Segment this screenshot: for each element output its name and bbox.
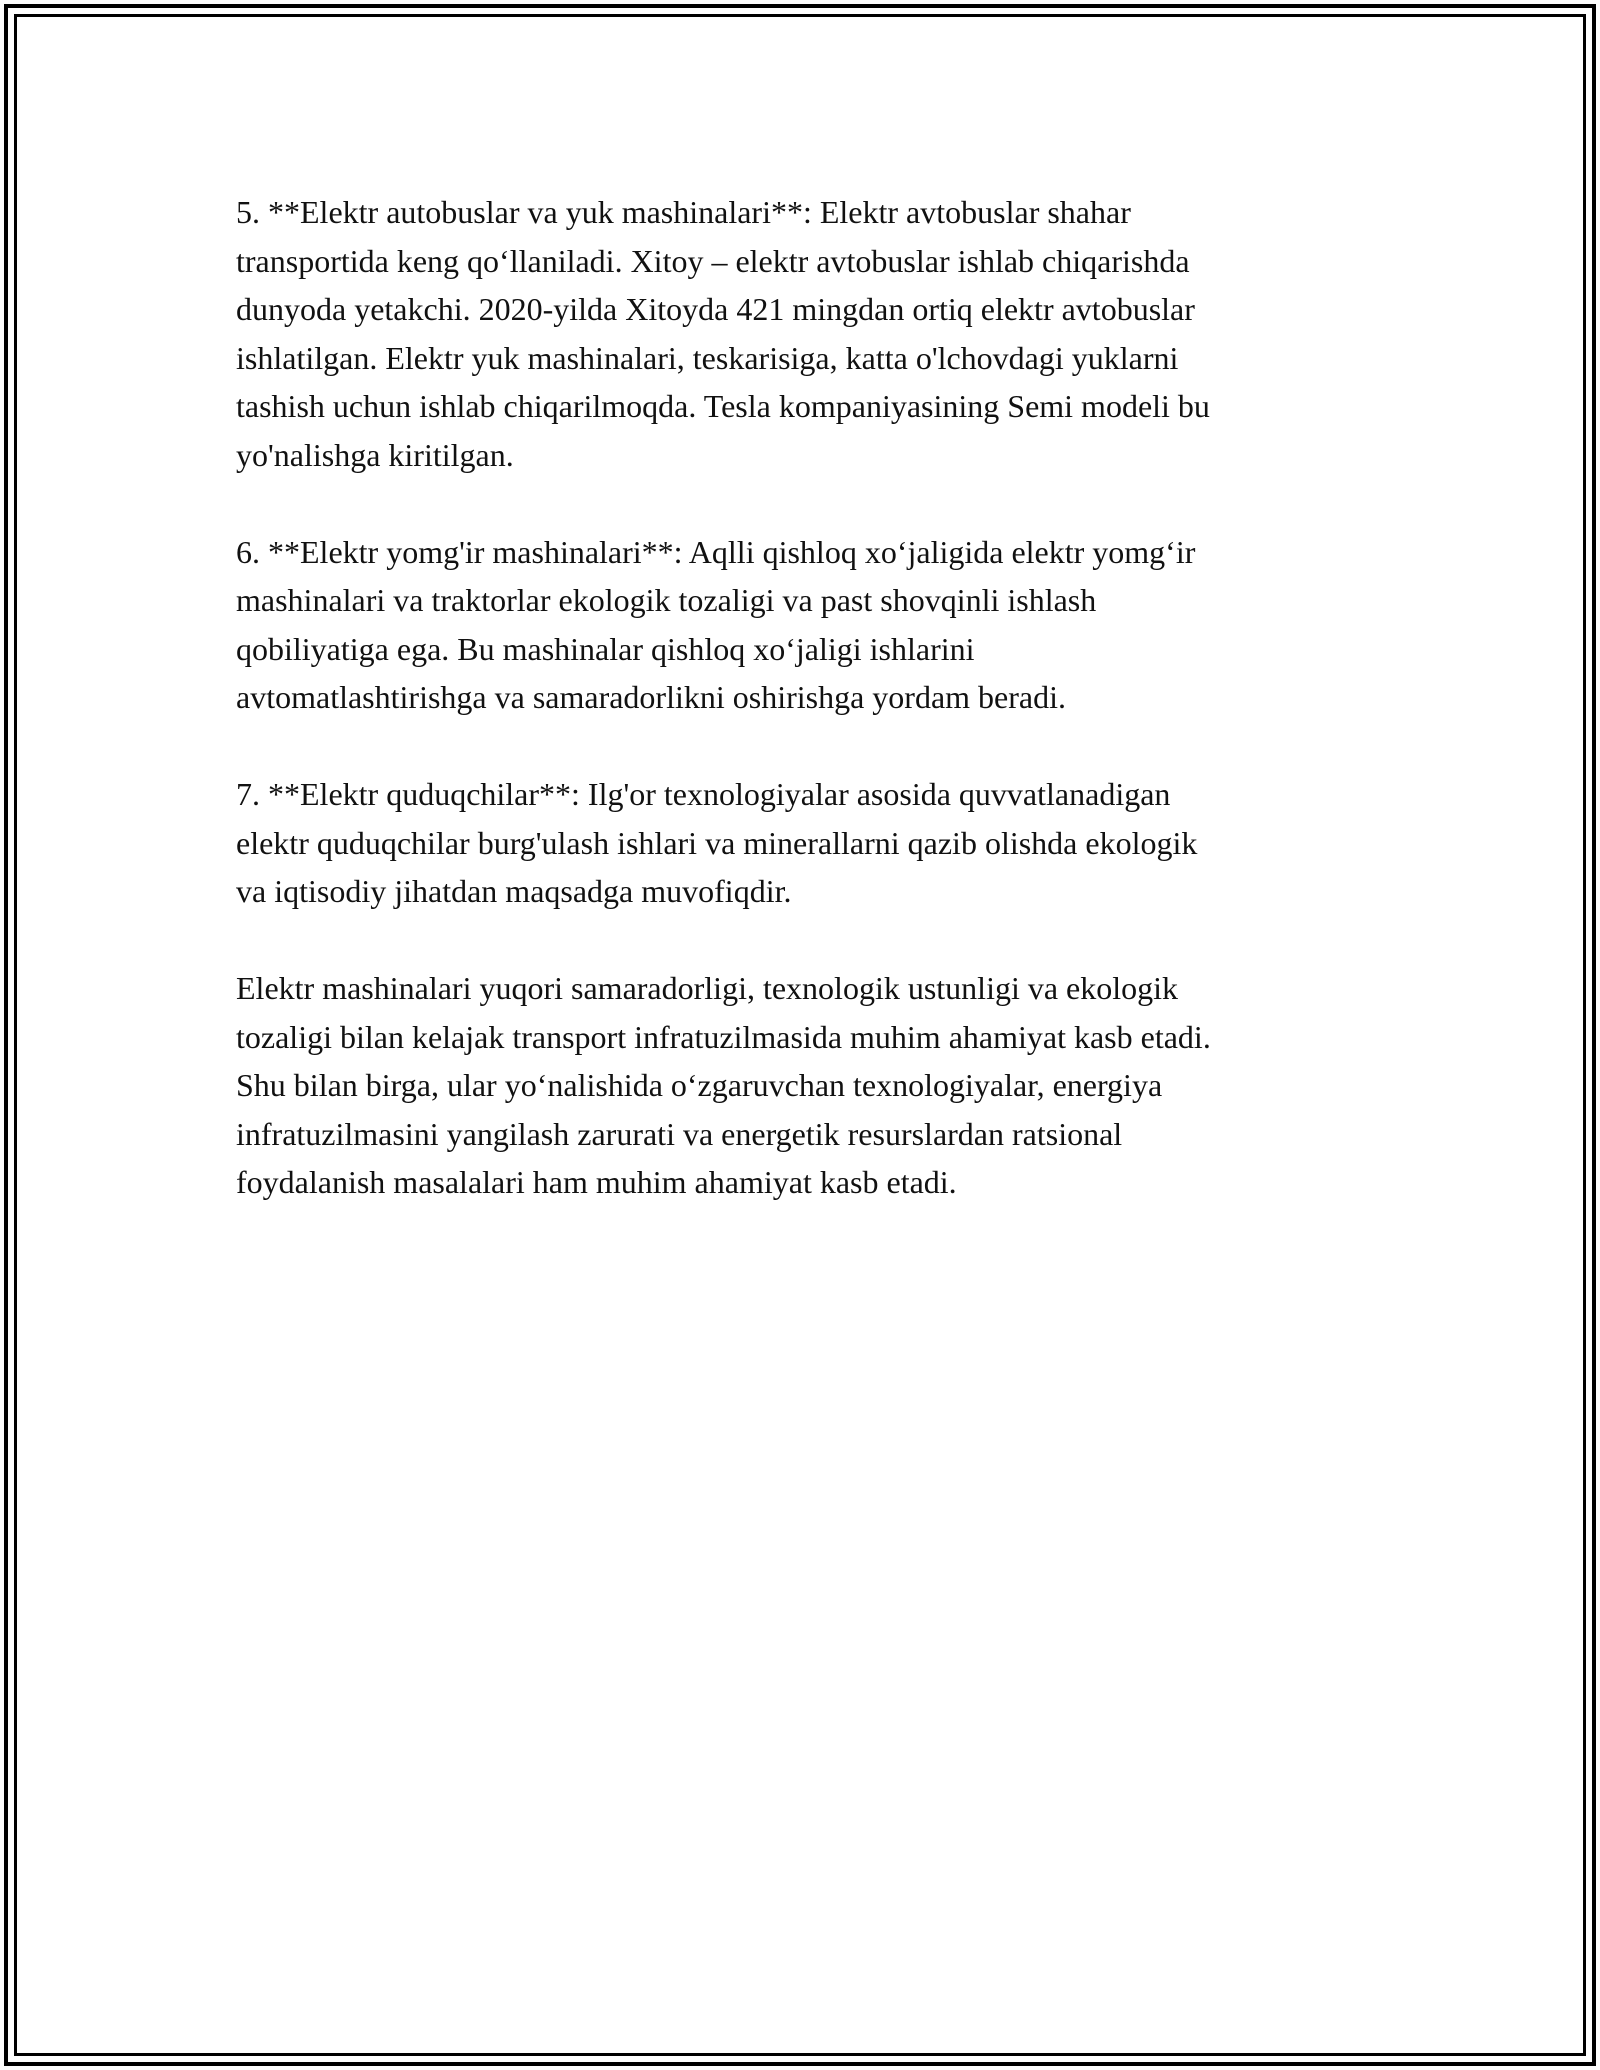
text-line: infratuzilmasini yangilash zarurati va energetik resurslardan ratsional (236, 1115, 1123, 1152)
paragraph-electric-farm-machines (236, 528, 1376, 722)
text-line: tozaligi bilan kelajak transport infratuzilmasida muhim ahamiyat kasb etadi. (236, 1018, 1211, 1055)
text-line: qobiliyatiga ega. Bu mashinalar qishloq xo‘jaligi ishlarini (236, 630, 975, 667)
text-line: elektr quduqchilar burg'ulash ishlari va minerallarni qazib olishda ekologik (236, 824, 1198, 861)
text-line: 7. **Elektr quduqchilar**: Ilg'or texnologiyalar asosida quvvatlanadigan (236, 776, 1171, 812)
text-line: transportida keng qo‘llaniladi. Xitoy – elektr avtobuslar ishlab chiqarishda (236, 242, 1190, 279)
text-line: foydalanish masalalari ham muhim ahamiyat kasb etadi. (236, 1164, 957, 1200)
paragraph-electric-drillers (236, 770, 1376, 916)
text-line: Shu bilan birga, ular yo‘nalishida o‘zgaruvchan texnologiyalar, energiya (236, 1067, 1163, 1103)
text-line: 5. **Elektr autobuslar va yuk mashinalari**: Elektr avtobuslar shahar (236, 194, 1131, 230)
text-line: Elektr mashinalari yuqori samaradorligi, texnologik ustunligi va ekologik (236, 970, 1179, 1006)
text-line: dunyoda yetakchi. 2020-yilda Xitoyda 421 mingdan ortiq elektr avtobuslar (236, 291, 1195, 327)
text-line: avtomatlashtirishga va samaradorlikni oshirishga yordam beradi. (236, 679, 1066, 715)
text-line: yo'nalishga kiritilgan. (236, 436, 514, 473)
document-body (236, 188, 1376, 1255)
text-line: tashish uchun ishlab chiqarilmoqda. Tesla kompaniyasining Semi modeli bu (236, 388, 1210, 424)
text-line: ishlatilgan. Elektr yuk mashinalari, teskarisiga, katta o'lchovdagi yuklarni (236, 339, 1179, 376)
text-line: 6. **Elektr yomg'ir mashinalari**: Aqlli qishloq xo‘jaligida elektr yomg‘ir (236, 533, 1196, 570)
text-line: va iqtisodiy jihatdan maqsadga muvofiqdir. (236, 873, 792, 909)
text-line: mashinalari va traktorlar ekologik tozaligi va past shovqinli ishlash (236, 582, 1097, 618)
paragraph-electric-buses-trucks (236, 188, 1376, 479)
paragraph-conclusion (236, 964, 1376, 1207)
